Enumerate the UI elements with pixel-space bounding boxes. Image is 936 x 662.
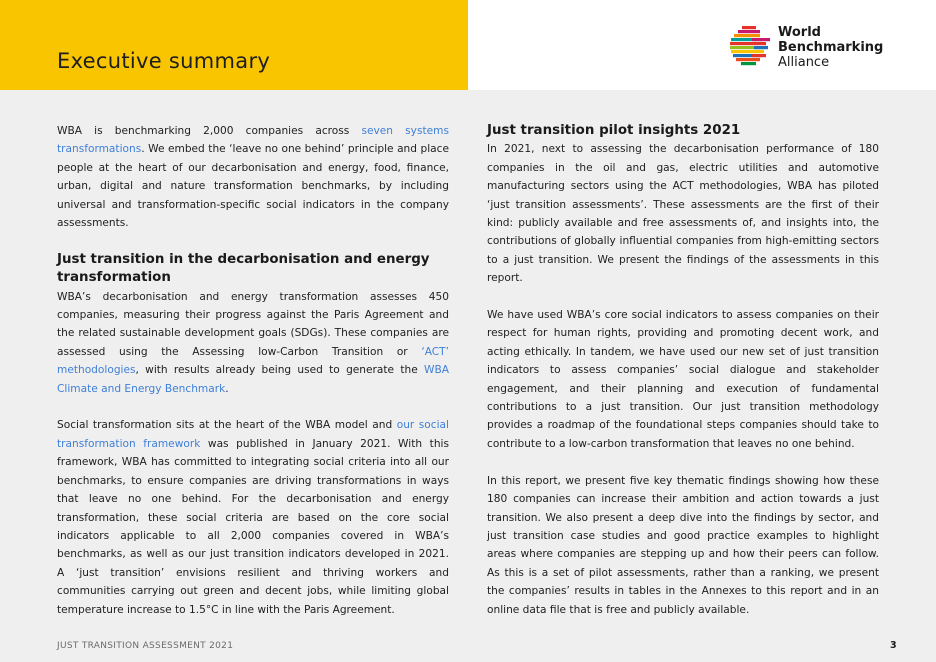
social-framework-link[interactable]: our social transformation framework bbox=[57, 419, 449, 450]
act-methodologies-link[interactable]: ‘ACT’ methodologies bbox=[57, 345, 449, 377]
intro-paragraph bbox=[57, 122, 449, 232]
title-banner bbox=[0, 0, 468, 90]
decarb-text-start: WBA’s decarbonisation and energy transformation assesses 450 companies, measuring their progress against the Paris Agreement and the related sustainable development goals (SDGs). These companies are assessed using the Assessing low-Carbon Transition or bbox=[57, 290, 449, 358]
left-column bbox=[57, 122, 449, 637]
page-title: Executive summary bbox=[57, 49, 271, 73]
logo-text-world: World bbox=[778, 25, 821, 40]
decarb-text-mid: , with results already being used to generate the bbox=[135, 364, 424, 377]
intro-text-start: WBA is benchmarking 2,000 companies across bbox=[57, 125, 362, 137]
wba-logo bbox=[728, 22, 888, 74]
page-number: 3 bbox=[890, 640, 897, 651]
logo-text-benchmarking: Benchmarking bbox=[778, 40, 884, 55]
right-column bbox=[487, 122, 879, 637]
pilot-paragraph: In 2021, next to assessing the decarbonisation performance of 180 companies in the oil and gas, electric utilities and automotive manufacturing sectors using the ACT methodologies, WBA has piloted ‘just transition assessments’. These assessments are the first of their kind: publicly available and free assessments of, and insights into, the contributions of globally influential companies from high-emitting sectors to a just transition. We present the findings of the assessments in this report. bbox=[487, 143, 879, 285]
indicators-paragraph: We have used WBA’s core social indicators to assess companies on their respect for human rights, providing and promoting decent work, and acting ethically. In tandem, we have used our new set of just transition indicators to assess companies’ social dialogue and stakeholder engagement, and their planning and execution of fundamental contributions to a just transition. Our just transition methodology provides a roadmap of the foundational steps companies should take to contribute to a low-carbon transformation that leaves no one behind. bbox=[487, 309, 879, 450]
logo-text-alliance: Alliance bbox=[778, 55, 830, 70]
wba-globe-icon bbox=[728, 24, 774, 70]
section-heading-pilot-insights: Just transition pilot insights 2021 bbox=[487, 123, 741, 138]
social-text-start: Social transformation sits at the heart of the WBA model and bbox=[57, 419, 397, 432]
climate-energy-benchmark-link[interactable]: WBA Climate and Energy Benchmark bbox=[57, 364, 449, 395]
social-text-end: was published in January 2021. With this framework, WBA has committed to integrating social criteria into all our benchmarks, to ensure companies are driving transformations in ways that leave no one behind. For the decarbonisation and energy transformation, these social criteria are based on the core social indicators applicable to all 2,000 companies covered in WBA’s benchmarks, as well as our just transition indicators developed in 2021. A ‘just transition’ envisions resilient and thriving workers and communities carrying out green and decent jobs, while limiting global temperature increase to 1.5°C in line with the Paris Agreement. bbox=[57, 437, 450, 616]
decarbonisation-paragraph bbox=[57, 288, 449, 398]
decarb-text-end: . bbox=[225, 382, 229, 395]
section-heading-decarbonisation: Just transition in the decarbonisation and energy transformation bbox=[57, 251, 430, 286]
footer-label: JUST TRANSITION ASSESSMENT 2021 bbox=[57, 641, 234, 651]
social-transformation-paragraph bbox=[57, 416, 449, 618]
intro-text-end: . We embed the ‘leave no one behind’ principle and place people at the heart of our decarbonisation and energy, food, finance, urban, digital and nature transformation benchmarks, by including universal and transformation-specific social indicators in the company assessments. bbox=[57, 143, 449, 230]
seven-systems-link[interactable]: seven systems transformations bbox=[57, 125, 449, 156]
findings-paragraph: In this report, we present five key thematic findings showing how these 180 companies can increase their ambition and action towards a just transition. We also present a deep dive into the findings by sector, and just transition case studies and good practice examples to highlight areas where companies are stepping up and how their peers can follow. As this is a set of pilot assessments, rather than a ranking, we present the companies’ results in tables in the Annexes to this report and in an online data file that is free and publicly available. bbox=[487, 474, 879, 616]
